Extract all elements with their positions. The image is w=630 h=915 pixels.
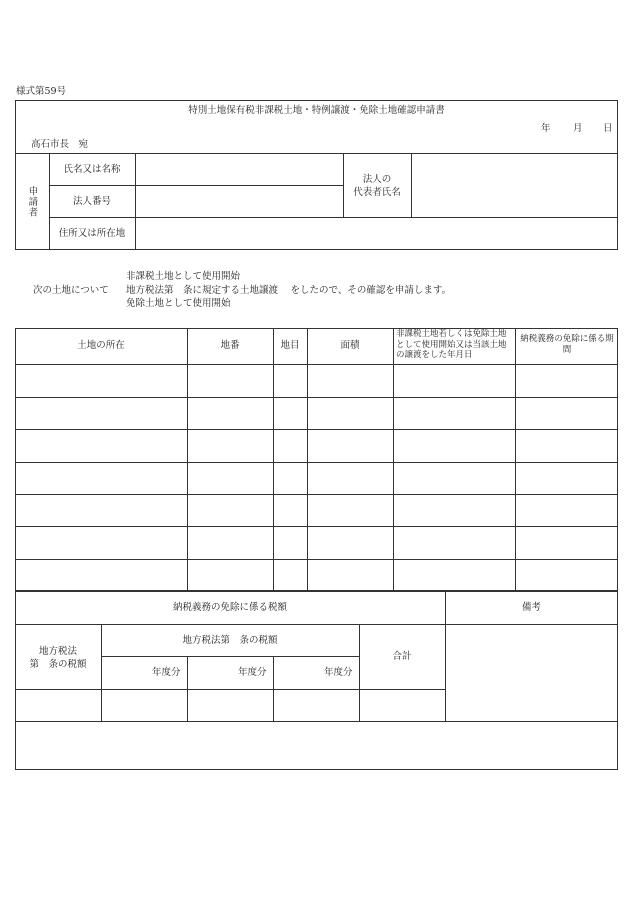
local-tax-article-label: 地方税法第 条の税額 — [182, 635, 278, 646]
fiscal-year-label-2: 年度分 — [238, 667, 267, 678]
header-date-column: 非課税土地若しくは免除土地として使用開始又は当該土地の譲渡をした年月日 — [396, 329, 507, 361]
fiscal-year-3-amount-field[interactable] — [274, 690, 358, 720]
request-prefix: 次の土地について — [33, 285, 109, 296]
fiscal-year-label-3: 年度分 — [324, 667, 353, 678]
representative-label-1: 法人の — [362, 174, 392, 185]
date-year-label: 年 — [541, 123, 551, 134]
date-month-label: 月 — [573, 123, 583, 134]
remarks-label: 備考 — [521, 602, 541, 613]
header-lot-number: 地番 — [220, 340, 240, 351]
header-land-category: 地目 — [280, 340, 300, 351]
header-location: 土地の所在 — [77, 340, 125, 351]
date-day-label: 日 — [603, 123, 613, 134]
applicant-side-label: 申請者 — [26, 186, 38, 218]
request-option-1: 非課税土地として使用開始 — [126, 271, 241, 282]
header-area: 面積 — [340, 340, 360, 351]
addressee: 高石市長 宛 — [31, 139, 89, 150]
table-row[interactable] — [16, 365, 617, 396]
table-row[interactable] — [16, 560, 617, 590]
name-field[interactable] — [136, 154, 342, 184]
total-label: 合計 — [392, 651, 412, 662]
name-label: 氏名又は名称 — [63, 164, 121, 175]
total-amount-field[interactable] — [360, 690, 444, 720]
address-field[interactable] — [136, 218, 617, 249]
table-row[interactable] — [16, 527, 617, 558]
form-number: 様式第59号 — [16, 86, 67, 97]
corp-number-field[interactable] — [136, 186, 342, 216]
notes-area[interactable] — [16, 722, 617, 769]
request-option-2: 地方税法第 条に規定する土地譲渡 をしたので、その確認を申請します。 — [126, 285, 452, 296]
local-tax-amount-field[interactable] — [16, 690, 100, 720]
representative-name-field[interactable] — [412, 154, 617, 216]
remarks-field[interactable] — [446, 625, 617, 720]
representative-label-2: 代表者氏名 — [353, 187, 401, 198]
fiscal-year-1-amount-field[interactable] — [102, 690, 186, 720]
fiscal-year-label-1: 年度分 — [152, 667, 181, 678]
header-exemption-period: 納税義務の免除に係る期間 — [520, 334, 614, 355]
local-tax-label-1: 地方税法 — [38, 646, 77, 657]
table-row[interactable] — [16, 398, 617, 428]
local-tax-label-2: 第 条の税額 — [29, 659, 87, 670]
table-row[interactable] — [16, 495, 617, 525]
table-row[interactable] — [16, 463, 617, 493]
request-option-3: 免除土地として使用開始 — [126, 298, 231, 309]
document-title: 特別土地保有税非課税土地・特例譲渡・免除土地確認申請書 — [188, 105, 445, 116]
table-row[interactable] — [16, 430, 617, 461]
corp-number-label: 法人番号 — [72, 196, 111, 207]
tax-section-title: 納税義務の免除に係る税額 — [172, 602, 287, 613]
fiscal-year-2-amount-field[interactable] — [188, 690, 272, 720]
address-label: 住所又は所在地 — [58, 228, 126, 239]
